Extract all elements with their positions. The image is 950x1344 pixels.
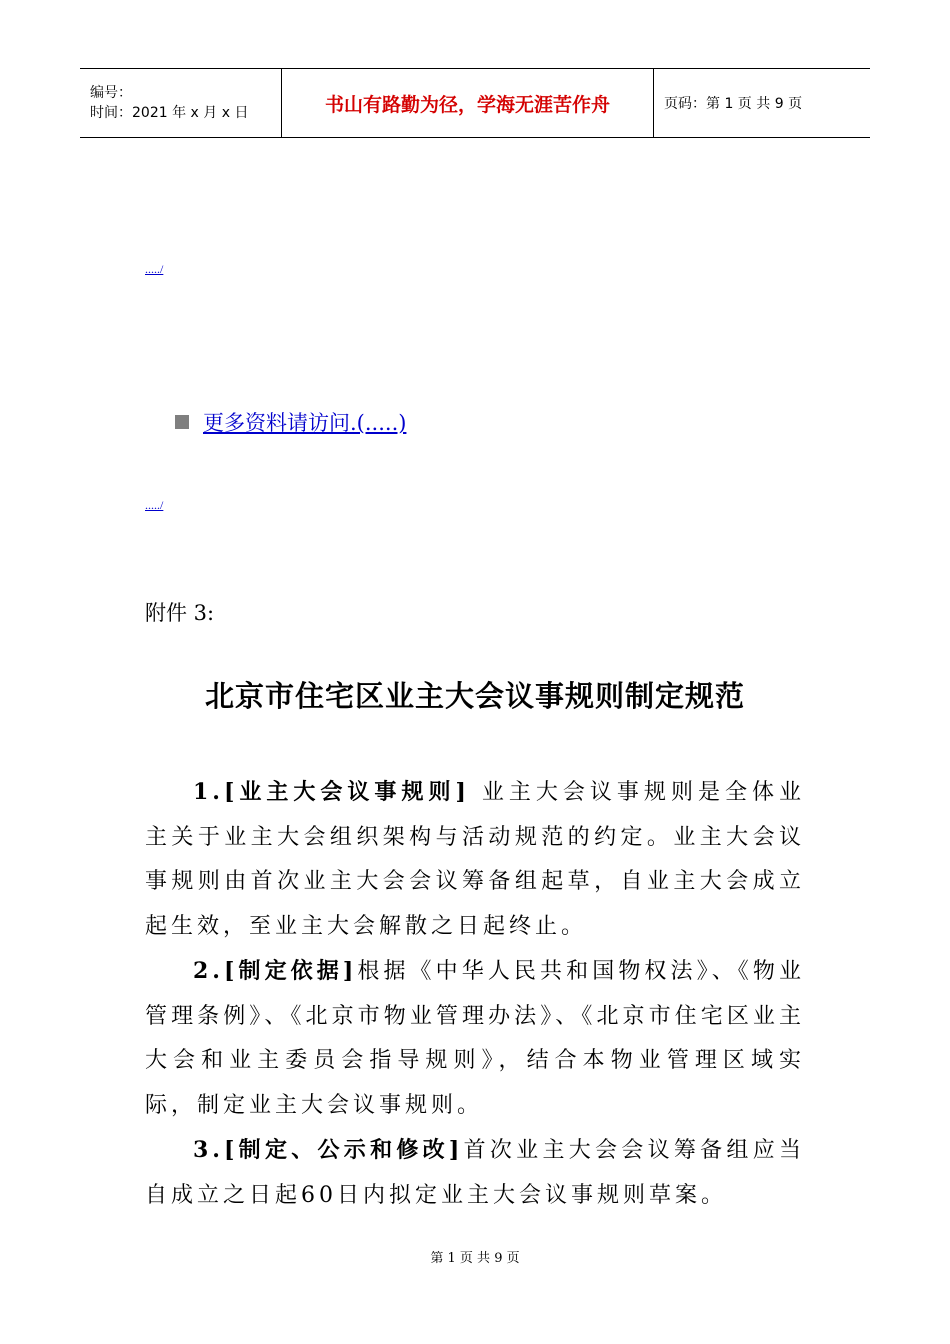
paragraph-1-label: 1.[业主大会议事规则] [193, 779, 470, 805]
document-body [145, 770, 805, 1218]
more-info-link[interactable]: 更多资料请访问.(.....) [203, 411, 407, 435]
header-meta [80, 69, 281, 137]
page-footer: 第 1 页 共 9 页 [430, 1251, 520, 1266]
attachment-label: 附件 3: [145, 601, 215, 625]
header-page-info: 页码：第 1 页 共 9 页 [664, 96, 803, 112]
paragraph-1-text: 业主大会议事规则是全体业主关于业主大会组织架构与活动规范的约定。业主大会议事规则由首次业主大会会议筹备组起草，自业主大会成立起生效，至业主大会解散之日起终止。 [145, 780, 805, 939]
square-bullet-icon [175, 415, 189, 429]
document-title: 北京市住宅区业主大会议事规则制定规范 [204, 679, 745, 713]
paragraph-3 [145, 1128, 805, 1218]
paragraph-2 [145, 949, 805, 1128]
paragraph-2-text: 根据《中华人民共和国物权法》、《物业管理条例》、《北京市物业管理办法》、《北京市住宅区业主大会和业主委员会指导规则》，结合本物业管理区域实际，制定业主大会议事规则。 [145, 959, 805, 1118]
paragraph-3-text: 首次业主大会会议筹备组应当自成立之日起60日内拟定业主大会议事规则草案。 [145, 1138, 805, 1208]
number-label: 编号： [90, 85, 132, 101]
more-info-line [175, 407, 406, 437]
document-header [80, 68, 870, 138]
time-label: 时间：2021 年 x 月 x 日 [90, 105, 249, 121]
bottom-link[interactable]: ...../ [145, 498, 164, 512]
paragraph-2-label: 2.[制定依据] [193, 958, 358, 984]
header-motto: 书山有路勤为径，学海无涯苦作舟 [281, 69, 654, 137]
paragraph-1 [145, 770, 805, 949]
top-link[interactable]: ...../ [145, 262, 164, 276]
paragraph-3-label: 3.[制定、公示和修改] [193, 1137, 464, 1163]
